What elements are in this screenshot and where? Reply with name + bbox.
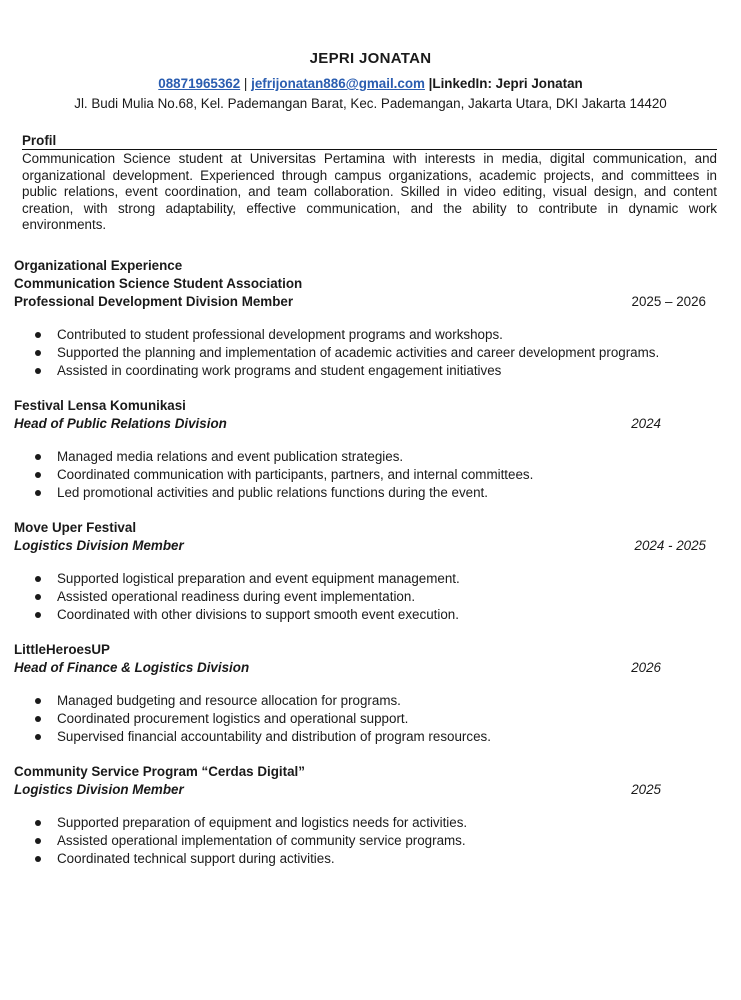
role-title: Head of Public Relations Division [14,416,227,431]
list-item: Coordinated technical support during activities. [35,850,467,868]
bullet-list [35,326,659,380]
role-title: Logistics Division Member [14,538,184,553]
list-item: Supported the planning and implementation of academic activities and career development programs. [35,344,659,362]
list-item: Coordinated with other divisions to support smooth event execution. [35,606,460,624]
list-item: Supervised financial accountability and distribution of program resources. [35,728,491,746]
contact-separator: | [240,76,252,91]
profile-summary: Communication Science student at Universitas Pertamina with interests in media, digital communication, and organizational development. Experienced through campus organizations, academic projects, and committees in public relations, event coordination, and team collaboration. Skilled in video editing, visual design, and content creation, with strong adaptability, effective communication, and the ability to contribute in dynamic work environments. [22,151,717,233]
experience-heading: Organizational Experience [14,258,183,273]
list-item: Contributed to student professional development programs and workshops. [35,326,659,344]
org-name: Communication Science Student Association [14,276,303,291]
contact-separator: | [424,76,433,91]
email-link[interactable]: jefrijonatan886@gmail.com [251,76,425,91]
date-range: 2025 [631,782,661,797]
date-range: 2025 – 2026 [631,294,706,309]
list-item: Assisted operational implementation of community service programs. [35,832,467,850]
contact-line [0,76,741,91]
list-item: Coordinated procurement logistics and operational support. [35,710,491,728]
list-item: Assisted in coordinating work programs and student engagement initiatives [35,362,659,380]
list-item: Led promotional activities and public relations functions during the event. [35,484,533,502]
phone-link[interactable]: 08871965362 [158,76,241,91]
profile-heading: Profil [22,133,717,150]
bullet-list [35,448,533,502]
resume-name: JEPRI JONATAN [309,50,432,67]
role-title: Professional Development Division Member [14,294,294,309]
date-range: 2024 - 2025 [634,538,706,553]
role-title: Logistics Division Member [14,782,184,797]
date-range: 2026 [631,660,661,675]
list-item: Managed budgeting and resource allocation for programs. [35,692,491,710]
org-name: Move Uper Festival [14,520,137,535]
org-name: Community Service Program “Cerdas Digital” [14,764,305,779]
list-item: Coordinated communication with participants, partners, and internal committees. [35,466,533,484]
list-item: Supported preparation of equipment and logistics needs for activities. [35,814,467,832]
list-item: Assisted operational readiness during event implementation. [35,588,460,606]
linkedin-text: LinkedIn: Jepri Jonatan [432,76,583,91]
org-name: Festival Lensa Komunikasi [14,398,186,413]
date-range: 2024 [631,416,661,431]
list-item: Supported logistical preparation and event equipment management. [35,570,460,588]
bullet-list [35,692,491,746]
org-name: LittleHeroesUP [14,642,110,657]
role-title: Head of Finance & Logistics Division [14,660,250,675]
bullet-list [35,570,460,624]
list-item: Managed media relations and event publication strategies. [35,448,533,466]
bullet-list [35,814,467,868]
address-line: Jl. Budi Mulia No.68, Kel. Pademangan Barat, Kec. Pademangan, Jakarta Utara, DKI Jakarta 14420 [74,96,667,111]
